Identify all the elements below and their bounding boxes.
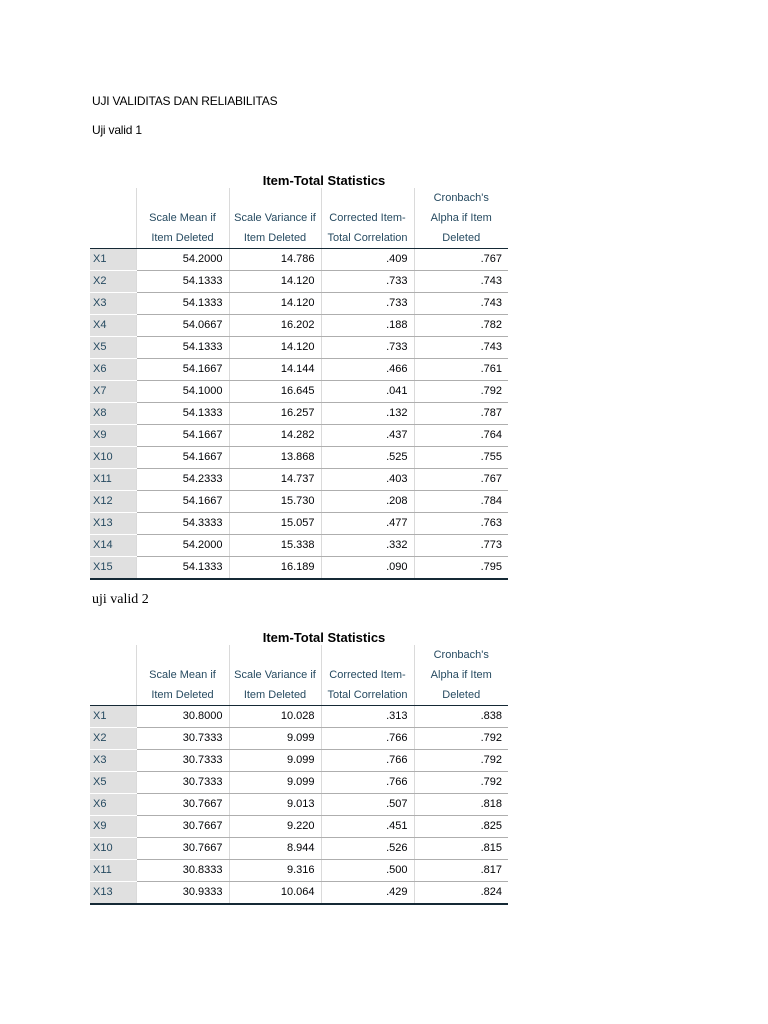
- alpha-if-deleted-cell: .817: [414, 860, 508, 882]
- row-label: X11: [90, 860, 136, 882]
- row-label: X2: [90, 728, 136, 750]
- corrected-correlation-cell: .766: [321, 750, 414, 772]
- corrected-correlation-cell: .132: [321, 403, 414, 425]
- corrected-correlation-cell: .500: [321, 860, 414, 882]
- scale-variance-cell: 9.099: [229, 750, 321, 772]
- scale-mean-cell: 54.2000: [136, 535, 229, 557]
- alpha-if-deleted-cell: .782: [414, 315, 508, 337]
- scale-mean-cell: 30.7333: [136, 772, 229, 794]
- table1-title: Item-Total Statistics: [262, 173, 386, 188]
- header-corner: [90, 228, 136, 249]
- header-scale-mean-r2: Scale Mean if: [136, 665, 229, 685]
- scale-mean-cell: 54.1000: [136, 381, 229, 403]
- table2-grid: [90, 645, 508, 905]
- row-label: X3: [90, 293, 136, 315]
- scale-mean-cell: 30.7667: [136, 838, 229, 860]
- header-alpha-r1: Cronbach's: [414, 645, 508, 665]
- corrected-correlation-cell: .733: [321, 293, 414, 315]
- header-scale-mean-r1: [136, 645, 229, 665]
- scale-variance-cell: 14.737: [229, 469, 321, 491]
- scale-mean-cell: 54.2333: [136, 469, 229, 491]
- scale-variance-cell: 9.099: [229, 728, 321, 750]
- scale-mean-cell: 54.1333: [136, 293, 229, 315]
- scale-mean-cell: 30.9333: [136, 882, 229, 905]
- document-heading: UJI VALIDITAS DAN RELIABILITAS: [92, 94, 278, 108]
- alpha-if-deleted-cell: .767: [414, 469, 508, 491]
- table-row: [90, 315, 508, 337]
- header-corner: [90, 685, 136, 706]
- table-row: [90, 513, 508, 535]
- header-scale-mean-r2: Scale Mean if: [136, 208, 229, 228]
- table-row: [90, 535, 508, 557]
- scale-variance-cell: 13.868: [229, 447, 321, 469]
- scale-variance-cell: 14.120: [229, 271, 321, 293]
- scale-variance-cell: 9.099: [229, 772, 321, 794]
- header-scale-mean-r1: [136, 188, 229, 208]
- header-corrected-r2: Corrected Item-: [321, 665, 414, 685]
- header-corner: [90, 665, 136, 685]
- header-scale-mean-r3: Item Deleted: [136, 685, 229, 706]
- scale-variance-cell: 9.013: [229, 794, 321, 816]
- scale-variance-cell: 14.282: [229, 425, 321, 447]
- table-row: [90, 816, 508, 838]
- row-label: X13: [90, 513, 136, 535]
- scale-mean-cell: 30.8333: [136, 860, 229, 882]
- corrected-correlation-cell: .409: [321, 249, 414, 271]
- alpha-if-deleted-cell: .743: [414, 337, 508, 359]
- scale-mean-cell: 30.7333: [136, 750, 229, 772]
- corrected-correlation-cell: .766: [321, 772, 414, 794]
- alpha-if-deleted-cell: .767: [414, 249, 508, 271]
- header-scale-variance-r3: Item Deleted: [229, 685, 321, 706]
- scale-mean-cell: 54.1667: [136, 491, 229, 513]
- scale-variance-cell: 16.202: [229, 315, 321, 337]
- alpha-if-deleted-cell: .761: [414, 359, 508, 381]
- corrected-correlation-cell: .313: [321, 706, 414, 728]
- table1-grid: [90, 188, 508, 580]
- table-row: [90, 337, 508, 359]
- header-alpha-r2: Alpha if Item: [414, 208, 508, 228]
- corrected-correlation-cell: .525: [321, 447, 414, 469]
- table-row: [90, 706, 508, 728]
- scale-mean-cell: 30.8000: [136, 706, 229, 728]
- scale-mean-cell: 54.2000: [136, 249, 229, 271]
- scale-variance-cell: 15.730: [229, 491, 321, 513]
- alpha-if-deleted-cell: .792: [414, 381, 508, 403]
- table-row: [90, 860, 508, 882]
- row-label: X10: [90, 447, 136, 469]
- row-label: X13: [90, 882, 136, 905]
- row-label: X3: [90, 750, 136, 772]
- alpha-if-deleted-cell: .743: [414, 293, 508, 315]
- row-label: X8: [90, 403, 136, 425]
- scale-variance-cell: 8.944: [229, 838, 321, 860]
- row-label: X5: [90, 772, 136, 794]
- alpha-if-deleted-cell: .795: [414, 557, 508, 580]
- scale-mean-cell: 54.1667: [136, 359, 229, 381]
- corrected-correlation-cell: .526: [321, 838, 414, 860]
- table-row: [90, 403, 508, 425]
- alpha-if-deleted-cell: .787: [414, 403, 508, 425]
- row-label: X1: [90, 249, 136, 271]
- scale-variance-cell: 14.120: [229, 337, 321, 359]
- row-label: X2: [90, 271, 136, 293]
- table-row: [90, 381, 508, 403]
- table-row: [90, 271, 508, 293]
- row-label: X4: [90, 315, 136, 337]
- header-scale-variance-r2: Scale Variance if: [229, 208, 321, 228]
- table-row: [90, 491, 508, 513]
- scale-variance-cell: 16.189: [229, 557, 321, 580]
- row-label: X9: [90, 816, 136, 838]
- scale-variance-cell: 16.257: [229, 403, 321, 425]
- scale-mean-cell: 54.1667: [136, 447, 229, 469]
- table-row: [90, 359, 508, 381]
- alpha-if-deleted-cell: .824: [414, 882, 508, 905]
- scale-variance-cell: 15.338: [229, 535, 321, 557]
- scale-mean-cell: 54.0667: [136, 315, 229, 337]
- alpha-if-deleted-cell: .764: [414, 425, 508, 447]
- scale-mean-cell: 30.7667: [136, 816, 229, 838]
- row-label: X11: [90, 469, 136, 491]
- row-label: X9: [90, 425, 136, 447]
- table-row: [90, 728, 508, 750]
- scale-mean-cell: 54.1667: [136, 425, 229, 447]
- corrected-correlation-cell: .477: [321, 513, 414, 535]
- alpha-if-deleted-cell: .792: [414, 750, 508, 772]
- scale-mean-cell: 54.1333: [136, 271, 229, 293]
- scale-variance-cell: 16.645: [229, 381, 321, 403]
- alpha-if-deleted-cell: .825: [414, 816, 508, 838]
- header-corrected-r3: Total Correlation: [321, 228, 414, 249]
- scale-mean-cell: 54.1333: [136, 557, 229, 580]
- header-corrected-r2: Corrected Item-: [321, 208, 414, 228]
- header-corrected-r3: Total Correlation: [321, 685, 414, 706]
- header-alpha-r3: Deleted: [414, 228, 508, 249]
- table-row: [90, 794, 508, 816]
- scale-variance-cell: 14.120: [229, 293, 321, 315]
- scale-variance-cell: 14.786: [229, 249, 321, 271]
- table-row: [90, 425, 508, 447]
- scale-mean-cell: 30.7333: [136, 728, 229, 750]
- header-corner: [90, 208, 136, 228]
- corrected-correlation-cell: .429: [321, 882, 414, 905]
- table2-title: Item-Total Statistics: [262, 630, 386, 645]
- table-row: [90, 469, 508, 491]
- corrected-correlation-cell: .403: [321, 469, 414, 491]
- table-row: [90, 249, 508, 271]
- scale-mean-cell: 54.1333: [136, 403, 229, 425]
- header-scale-mean-r3: Item Deleted: [136, 228, 229, 249]
- scale-variance-cell: 14.144: [229, 359, 321, 381]
- corrected-correlation-cell: .188: [321, 315, 414, 337]
- row-label: X7: [90, 381, 136, 403]
- table-row: [90, 838, 508, 860]
- corrected-correlation-cell: .208: [321, 491, 414, 513]
- corrected-correlation-cell: .733: [321, 271, 414, 293]
- table-row: [90, 882, 508, 905]
- table-row: [90, 557, 508, 580]
- table-row: [90, 750, 508, 772]
- alpha-if-deleted-cell: .818: [414, 794, 508, 816]
- corrected-correlation-cell: .041: [321, 381, 414, 403]
- header-corrected-r1: [321, 645, 414, 665]
- scale-mean-cell: 54.1333: [136, 337, 229, 359]
- scale-variance-cell: 15.057: [229, 513, 321, 535]
- row-label: X14: [90, 535, 136, 557]
- alpha-if-deleted-cell: .784: [414, 491, 508, 513]
- header-scale-variance-r1: [229, 645, 321, 665]
- item-total-statistics-table-2: [90, 631, 508, 905]
- header-corrected-r1: [321, 188, 414, 208]
- header-alpha-r2: Alpha if Item: [414, 665, 508, 685]
- row-label: X12: [90, 491, 136, 513]
- corrected-correlation-cell: .437: [321, 425, 414, 447]
- corrected-correlation-cell: .451: [321, 816, 414, 838]
- corrected-correlation-cell: .466: [321, 359, 414, 381]
- alpha-if-deleted-cell: .792: [414, 772, 508, 794]
- scale-variance-cell: 9.316: [229, 860, 321, 882]
- scale-variance-cell: 10.064: [229, 882, 321, 905]
- header-scale-variance-r1: [229, 188, 321, 208]
- section1-label: Uji valid 1: [92, 123, 142, 137]
- header-corner: [90, 188, 136, 208]
- corrected-correlation-cell: .332: [321, 535, 414, 557]
- alpha-if-deleted-cell: .838: [414, 706, 508, 728]
- corrected-correlation-cell: .090: [321, 557, 414, 580]
- header-scale-variance-r2: Scale Variance if: [229, 665, 321, 685]
- corrected-correlation-cell: .507: [321, 794, 414, 816]
- header-alpha-r3: Deleted: [414, 685, 508, 706]
- scale-mean-cell: 30.7667: [136, 794, 229, 816]
- alpha-if-deleted-cell: .773: [414, 535, 508, 557]
- header-scale-variance-r3: Item Deleted: [229, 228, 321, 249]
- corrected-correlation-cell: .733: [321, 337, 414, 359]
- corrected-correlation-cell: .766: [321, 728, 414, 750]
- alpha-if-deleted-cell: .743: [414, 271, 508, 293]
- scale-mean-cell: 54.3333: [136, 513, 229, 535]
- section2-label: uji valid 2: [92, 592, 149, 607]
- scale-variance-cell: 10.028: [229, 706, 321, 728]
- alpha-if-deleted-cell: .815: [414, 838, 508, 860]
- header-alpha-r1: Cronbach's: [414, 188, 508, 208]
- row-label: X10: [90, 838, 136, 860]
- row-label: X5: [90, 337, 136, 359]
- table-row: [90, 772, 508, 794]
- alpha-if-deleted-cell: .792: [414, 728, 508, 750]
- alpha-if-deleted-cell: .763: [414, 513, 508, 535]
- header-corner: [90, 645, 136, 665]
- row-label: X6: [90, 359, 136, 381]
- row-label: X1: [90, 706, 136, 728]
- scale-variance-cell: 9.220: [229, 816, 321, 838]
- row-label: X15: [90, 557, 136, 580]
- table-row: [90, 293, 508, 315]
- table-row: [90, 447, 508, 469]
- row-label: X6: [90, 794, 136, 816]
- item-total-statistics-table-1: [90, 174, 508, 580]
- alpha-if-deleted-cell: .755: [414, 447, 508, 469]
